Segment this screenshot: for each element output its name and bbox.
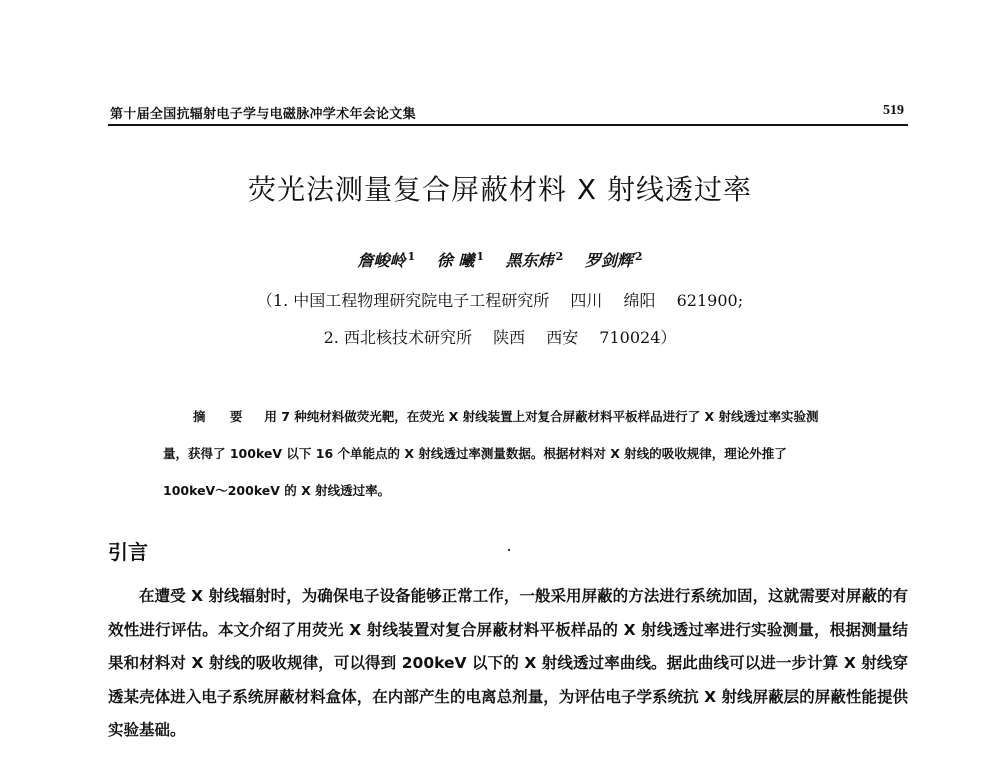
affiliation-postcode: 710024）	[599, 328, 677, 347]
page-number: 519	[883, 103, 904, 118]
affiliation-prefix: 2.	[323, 328, 339, 347]
affiliation-marker: 1	[476, 249, 484, 263]
author	[585, 251, 643, 270]
affiliation-postcode: 621900;	[676, 291, 744, 310]
affiliation-marker: 2	[555, 249, 564, 263]
paper-title: 荧光法测量复合屏蔽材料 X 射线透过率	[248, 173, 752, 206]
scan-speck	[508, 549, 510, 551]
author-name: 詹峻岭	[357, 251, 406, 270]
author	[437, 251, 484, 270]
affiliation-line	[0, 288, 1000, 311]
affiliation-province: 四川	[570, 291, 603, 310]
author-name: 徐 曦	[436, 251, 475, 270]
author	[358, 251, 416, 270]
affiliation-marker: 2	[634, 249, 643, 263]
affiliation-city: 绵阳	[623, 291, 656, 310]
author-name: 罗剑辉	[584, 251, 633, 270]
affiliation-prefix: （1.	[256, 291, 289, 310]
affiliation-city: 西安	[546, 328, 579, 347]
affiliation-line	[0, 325, 1000, 348]
body-paragraph: 在遭受 X 射线辐射时，为确保电子设备能够正常工作，一般采用屏蔽的方法进行系统加固，这就需要对屏蔽的有效性进行评估。本文介绍了用荧光 X 射线装置对复合屏蔽材料平板样品的 X 射线透过率进行实验测量，根据测量结果和材料对 X 射线的吸收规律，可以得到 200keV 以下的 X 射线透过率曲线。据此曲线可以进一步计算 X 射线穿透某壳体进入电子系统屏蔽材料盒体，在内部产生的电离总剂量，为评估电子学系统抗 X 射线屏蔽层的屏蔽性能提供实验基础。	[108, 587, 908, 739]
abstract-label: 摘 要	[193, 409, 253, 424]
journal-title: 第十届全国抗辐射电子学与电磁脉冲学术年会论文集	[110, 107, 416, 122]
affiliation-institution: 西北核技术研究所	[343, 328, 472, 347]
running-header	[108, 102, 908, 126]
affiliation-marker: 1	[407, 249, 416, 263]
abstract	[163, 398, 843, 509]
section-heading: 引言	[108, 540, 148, 564]
abstract-text: 用 7 种纯材料做荧光靶，在荧光 X 射线装置上对复合屏蔽材料平板样品进行了 X 射线透过率实验测量，获得了 100keV 以下 16 个单能点的 X 射线透过率测量数据。根据材料对 X 射线的吸收规律，理论外推了 100keV～200keV 的 X 射线透过率。	[163, 409, 819, 498]
author	[506, 251, 564, 270]
affiliation-institution: 中国工程物理研究院电子工程研究所	[293, 291, 550, 310]
author-list	[0, 248, 1000, 271]
affiliation-province: 陕西	[493, 328, 526, 347]
author-name: 黑东炜	[505, 251, 554, 270]
